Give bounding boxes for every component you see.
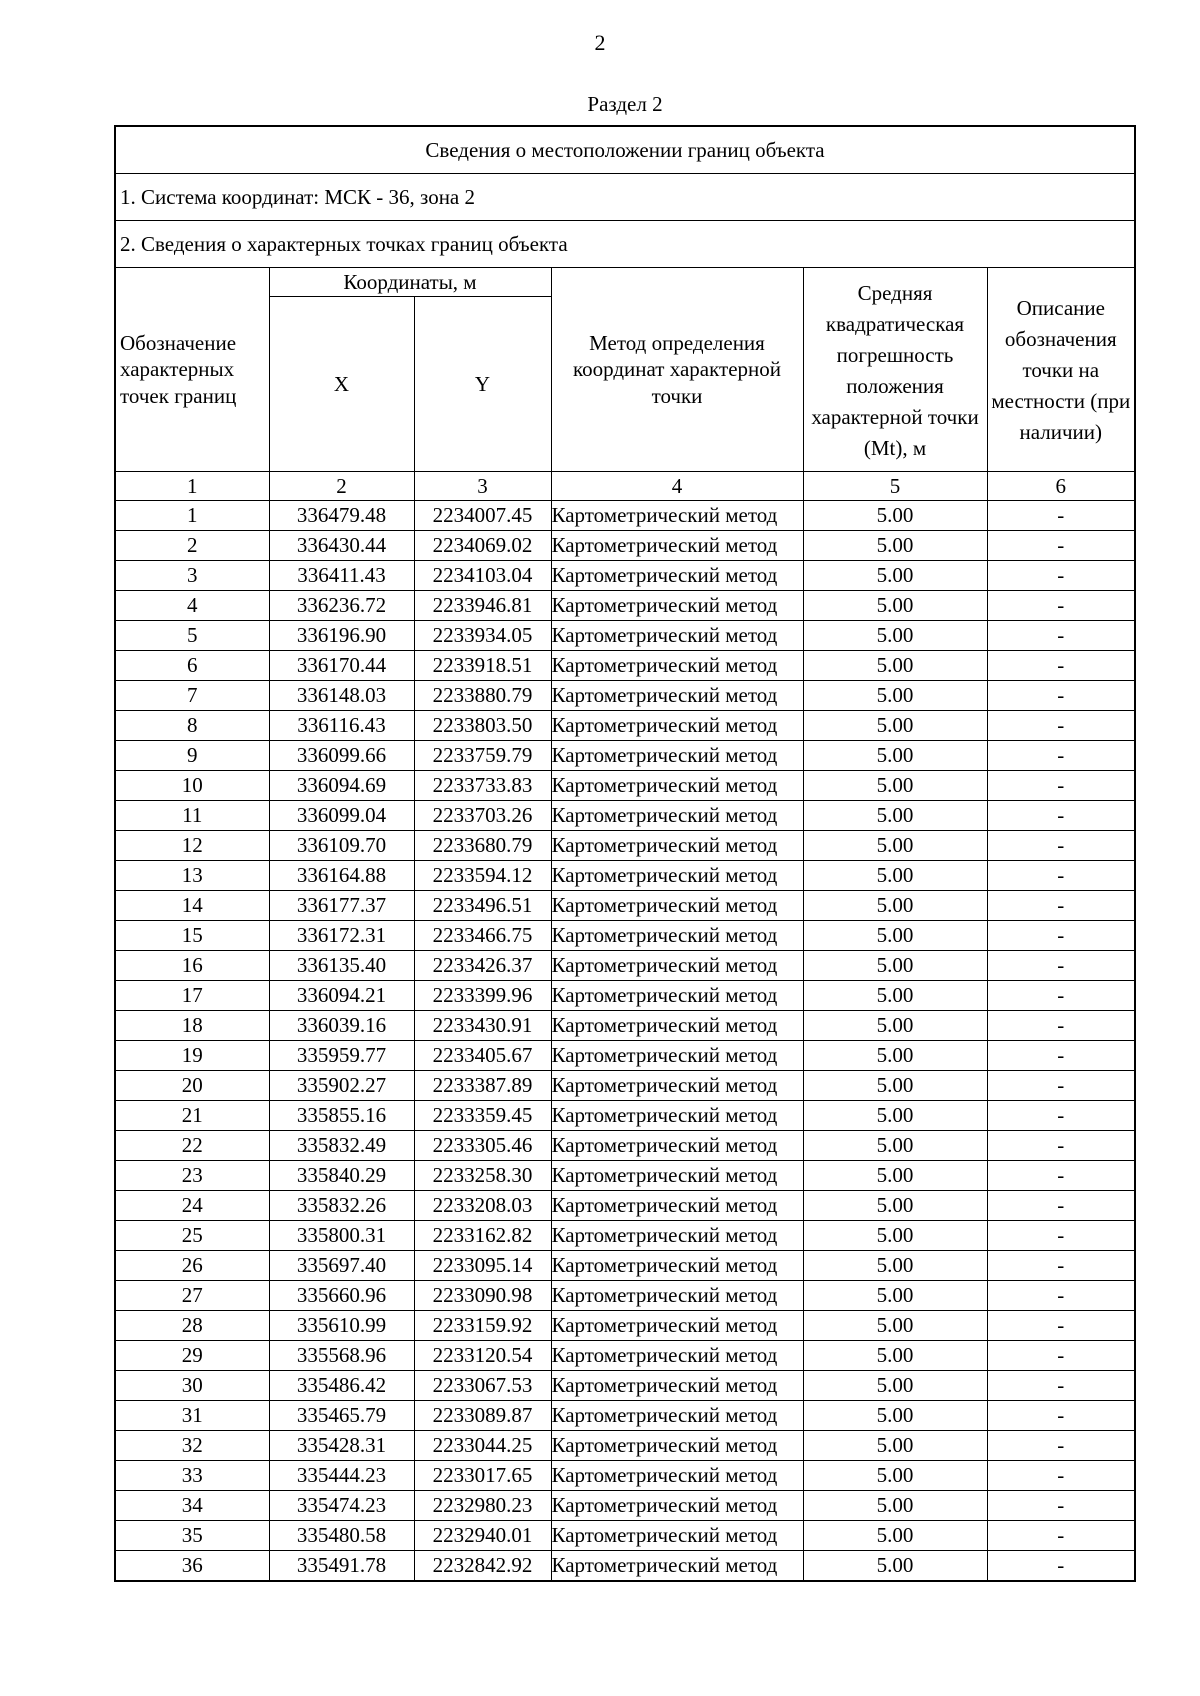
description: -	[987, 891, 1135, 921]
column-number: 3	[414, 472, 551, 501]
point-number: 19	[115, 1041, 269, 1071]
table-row	[115, 861, 1135, 891]
coord-x: 336094.21	[269, 981, 414, 1011]
method: Картометрический метод	[551, 621, 803, 651]
coord-x: 335480.58	[269, 1521, 414, 1551]
error-value: 5.00	[803, 1341, 987, 1371]
point-number: 10	[115, 771, 269, 801]
table-row	[115, 1191, 1135, 1221]
method: Картометрический метод	[551, 561, 803, 591]
error-value: 5.00	[803, 801, 987, 831]
coord-y: 2232940.01	[414, 1521, 551, 1551]
coord-x: 335902.27	[269, 1071, 414, 1101]
method: Картометрический метод	[551, 921, 803, 951]
method: Картометрический метод	[551, 1311, 803, 1341]
table-row	[115, 951, 1135, 981]
description: -	[987, 501, 1135, 531]
header-coordinates: Координаты, м	[269, 268, 551, 297]
method: Картометрический метод	[551, 501, 803, 531]
coord-y: 2233496.51	[414, 891, 551, 921]
method: Картометрический метод	[551, 831, 803, 861]
page-number: 2	[594, 30, 606, 55]
method: Картометрический метод	[551, 801, 803, 831]
point-number: 25	[115, 1221, 269, 1251]
description: -	[987, 831, 1135, 861]
table-row	[115, 561, 1135, 591]
method: Картометрический метод	[551, 951, 803, 981]
error-value: 5.00	[803, 1521, 987, 1551]
header-method: Метод определения координат характерной точки	[551, 268, 803, 472]
description: -	[987, 1431, 1135, 1461]
coord-y: 2233044.25	[414, 1431, 551, 1461]
table-row	[115, 621, 1135, 651]
coord-y: 2233208.03	[414, 1191, 551, 1221]
method: Картометрический метод	[551, 1161, 803, 1191]
description: -	[987, 1311, 1135, 1341]
point-number: 17	[115, 981, 269, 1011]
table-row	[115, 1101, 1135, 1131]
table-row	[115, 531, 1135, 561]
boundary-coordinates-table	[114, 125, 1136, 1582]
coord-x: 335568.96	[269, 1341, 414, 1371]
point-number: 15	[115, 921, 269, 951]
coord-y: 2233258.30	[414, 1161, 551, 1191]
error-value: 5.00	[803, 1311, 987, 1341]
table-row	[115, 681, 1135, 711]
coord-x: 335465.79	[269, 1401, 414, 1431]
table-row	[115, 891, 1135, 921]
error-value: 5.00	[803, 711, 987, 741]
coord-x: 336135.40	[269, 951, 414, 981]
coord-x: 336177.37	[269, 891, 414, 921]
table-row	[115, 1551, 1135, 1582]
description: -	[987, 1221, 1135, 1251]
coord-x: 336479.48	[269, 501, 414, 531]
description: -	[987, 621, 1135, 651]
error-value: 5.00	[803, 1041, 987, 1071]
method: Картометрический метод	[551, 1341, 803, 1371]
description: -	[987, 1251, 1135, 1281]
column-number: 5	[803, 472, 987, 501]
error-value: 5.00	[803, 921, 987, 951]
point-number: 8	[115, 711, 269, 741]
coord-y: 2233399.96	[414, 981, 551, 1011]
column-number: 4	[551, 472, 803, 501]
error-value: 5.00	[803, 1161, 987, 1191]
error-value: 5.00	[803, 681, 987, 711]
coord-y: 2233703.26	[414, 801, 551, 831]
table-row	[115, 1521, 1135, 1551]
header-error: Средняя квадратическая погрешность положения характерной точки (Mt), м	[803, 268, 987, 472]
description: -	[987, 741, 1135, 771]
point-number: 9	[115, 741, 269, 771]
table-row	[115, 1071, 1135, 1101]
description: -	[987, 681, 1135, 711]
point-number: 22	[115, 1131, 269, 1161]
table-title: Сведения о местоположении границ объекта	[115, 126, 1135, 174]
coord-x: 335491.78	[269, 1551, 414, 1582]
coord-x: 335486.42	[269, 1371, 414, 1401]
table-row	[115, 1371, 1135, 1401]
error-value: 5.00	[803, 1131, 987, 1161]
coord-x: 335697.40	[269, 1251, 414, 1281]
coord-y: 2233017.65	[414, 1461, 551, 1491]
description: -	[987, 861, 1135, 891]
coord-y: 2233067.53	[414, 1371, 551, 1401]
description: -	[987, 591, 1135, 621]
error-value: 5.00	[803, 1101, 987, 1131]
point-number: 23	[115, 1161, 269, 1191]
error-value: 5.00	[803, 591, 987, 621]
error-value: 5.00	[803, 1371, 987, 1401]
coord-x: 335444.23	[269, 1461, 414, 1491]
description: -	[987, 1101, 1135, 1131]
point-number: 28	[115, 1311, 269, 1341]
description: -	[987, 921, 1135, 951]
point-number: 4	[115, 591, 269, 621]
method: Картометрический метод	[551, 981, 803, 1011]
table-row	[115, 1011, 1135, 1041]
coord-x: 336196.90	[269, 621, 414, 651]
table-row	[115, 741, 1135, 771]
point-number: 11	[115, 801, 269, 831]
header-x: X	[269, 297, 414, 472]
table-row	[115, 1491, 1135, 1521]
description: -	[987, 1191, 1135, 1221]
coord-y: 2233680.79	[414, 831, 551, 861]
method: Картометрический метод	[551, 1371, 803, 1401]
description: -	[987, 1371, 1135, 1401]
method: Картометрический метод	[551, 741, 803, 771]
description: -	[987, 1041, 1135, 1071]
description: -	[987, 771, 1135, 801]
method: Картометрический метод	[551, 1221, 803, 1251]
table-row	[115, 1221, 1135, 1251]
error-value: 5.00	[803, 981, 987, 1011]
point-number: 14	[115, 891, 269, 921]
coord-y: 2233159.92	[414, 1311, 551, 1341]
error-value: 5.00	[803, 651, 987, 681]
coord-y: 2233733.83	[414, 771, 551, 801]
coord-x: 336116.43	[269, 711, 414, 741]
column-number: 1	[115, 472, 269, 501]
coord-y: 2233466.75	[414, 921, 551, 951]
method: Картометрический метод	[551, 1251, 803, 1281]
error-value: 5.00	[803, 741, 987, 771]
point-number: 21	[115, 1101, 269, 1131]
error-value: 5.00	[803, 771, 987, 801]
method: Картометрический метод	[551, 1491, 803, 1521]
description: -	[987, 1551, 1135, 1582]
description: -	[987, 1341, 1135, 1371]
coord-y: 2233090.98	[414, 1281, 551, 1311]
method: Картометрический метод	[551, 891, 803, 921]
description: -	[987, 1011, 1135, 1041]
method: Картометрический метод	[551, 1011, 803, 1041]
table-row	[115, 651, 1135, 681]
error-value: 5.00	[803, 1431, 987, 1461]
point-number: 34	[115, 1491, 269, 1521]
description: -	[987, 1491, 1135, 1521]
point-number: 26	[115, 1251, 269, 1281]
point-number: 31	[115, 1401, 269, 1431]
table-row	[115, 771, 1135, 801]
coord-x: 335660.96	[269, 1281, 414, 1311]
coord-y: 2233934.05	[414, 621, 551, 651]
point-number: 12	[115, 831, 269, 861]
table-row	[115, 1041, 1135, 1071]
point-number: 16	[115, 951, 269, 981]
description: -	[987, 1401, 1135, 1431]
method: Картометрический метод	[551, 1131, 803, 1161]
error-value: 5.00	[803, 561, 987, 591]
method: Картометрический метод	[551, 1101, 803, 1131]
point-number: 1	[115, 501, 269, 531]
coord-y: 2233759.79	[414, 741, 551, 771]
table-row	[115, 921, 1135, 951]
error-value: 5.00	[803, 1491, 987, 1521]
header-designation: Обозначение характерных точек границ	[115, 268, 269, 472]
coord-y: 2233387.89	[414, 1071, 551, 1101]
coord-y: 2233359.45	[414, 1101, 551, 1131]
description: -	[987, 1281, 1135, 1311]
coord-x: 336430.44	[269, 531, 414, 561]
coord-x: 336170.44	[269, 651, 414, 681]
error-value: 5.00	[803, 831, 987, 861]
table-row	[115, 1131, 1135, 1161]
method: Картометрический метод	[551, 651, 803, 681]
table-row	[115, 591, 1135, 621]
coord-y: 2233430.91	[414, 1011, 551, 1041]
description: -	[987, 1071, 1135, 1101]
method: Картометрический метод	[551, 1461, 803, 1491]
method: Картометрический метод	[551, 1281, 803, 1311]
point-number: 20	[115, 1071, 269, 1101]
coord-x: 336094.69	[269, 771, 414, 801]
description: -	[987, 531, 1135, 561]
error-value: 5.00	[803, 1191, 987, 1221]
table-row	[115, 1431, 1135, 1461]
coord-x: 336236.72	[269, 591, 414, 621]
coord-y: 2233089.87	[414, 1401, 551, 1431]
column-number: 6	[987, 472, 1135, 501]
coord-y: 2234007.45	[414, 501, 551, 531]
coord-y: 2233880.79	[414, 681, 551, 711]
points-caption: 2. Сведения о характерных точках границ объекта	[115, 221, 1135, 268]
point-number: 13	[115, 861, 269, 891]
coord-y: 2232980.23	[414, 1491, 551, 1521]
column-number-row	[115, 472, 1135, 501]
coord-x: 336099.04	[269, 801, 414, 831]
coord-x: 335832.49	[269, 1131, 414, 1161]
method: Картометрический метод	[551, 1041, 803, 1071]
error-value: 5.00	[803, 1221, 987, 1251]
coord-y: 2234103.04	[414, 561, 551, 591]
error-value: 5.00	[803, 1551, 987, 1582]
error-value: 5.00	[803, 1251, 987, 1281]
coord-x: 336164.88	[269, 861, 414, 891]
description: -	[987, 651, 1135, 681]
point-number: 24	[115, 1191, 269, 1221]
coord-y: 2233162.82	[414, 1221, 551, 1251]
header-description: Описание обозначения точки на местности (при наличии)	[987, 268, 1135, 472]
method: Картометрический метод	[551, 1401, 803, 1431]
table-row	[115, 981, 1135, 1011]
coord-y: 2233305.46	[414, 1131, 551, 1161]
point-number: 2	[115, 531, 269, 561]
coord-x: 335840.29	[269, 1161, 414, 1191]
coord-y: 2232842.92	[414, 1551, 551, 1582]
point-number: 18	[115, 1011, 269, 1041]
description: -	[987, 981, 1135, 1011]
point-number: 33	[115, 1461, 269, 1491]
description: -	[987, 561, 1135, 591]
table-row	[115, 1161, 1135, 1191]
point-number: 29	[115, 1341, 269, 1371]
error-value: 5.00	[803, 861, 987, 891]
point-number: 30	[115, 1371, 269, 1401]
description: -	[987, 801, 1135, 831]
table-row	[115, 711, 1135, 741]
column-number: 2	[269, 472, 414, 501]
coord-y: 2233594.12	[414, 861, 551, 891]
description: -	[987, 1131, 1135, 1161]
error-value: 5.00	[803, 891, 987, 921]
table-row	[115, 501, 1135, 531]
description: -	[987, 951, 1135, 981]
error-value: 5.00	[803, 1401, 987, 1431]
coord-x: 336109.70	[269, 831, 414, 861]
table-row	[115, 1251, 1135, 1281]
error-value: 5.00	[803, 531, 987, 561]
coord-y: 2233405.67	[414, 1041, 551, 1071]
method: Картометрический метод	[551, 681, 803, 711]
table-row	[115, 1341, 1135, 1371]
point-number: 36	[115, 1551, 269, 1582]
coord-x: 336039.16	[269, 1011, 414, 1041]
description: -	[987, 711, 1135, 741]
error-value: 5.00	[803, 1071, 987, 1101]
table-row	[115, 1281, 1135, 1311]
table-row	[115, 831, 1135, 861]
method: Картометрический метод	[551, 531, 803, 561]
coord-y: 2233095.14	[414, 1251, 551, 1281]
coord-x: 336172.31	[269, 921, 414, 951]
method: Картометрический метод	[551, 771, 803, 801]
method: Картометрический метод	[551, 1551, 803, 1582]
error-value: 5.00	[803, 621, 987, 651]
table-row	[115, 1461, 1135, 1491]
coord-y: 2233946.81	[414, 591, 551, 621]
coord-x: 335855.16	[269, 1101, 414, 1131]
method: Картометрический метод	[551, 1071, 803, 1101]
coord-x: 335959.77	[269, 1041, 414, 1071]
error-value: 5.00	[803, 1281, 987, 1311]
coord-x: 336099.66	[269, 741, 414, 771]
error-value: 5.00	[803, 951, 987, 981]
coord-y: 2234069.02	[414, 531, 551, 561]
point-number: 5	[115, 621, 269, 651]
point-number: 32	[115, 1431, 269, 1461]
description: -	[987, 1161, 1135, 1191]
coord-y: 2233918.51	[414, 651, 551, 681]
error-value: 5.00	[803, 1461, 987, 1491]
section-label: Раздел 2	[587, 92, 663, 116]
coord-x: 336411.43	[269, 561, 414, 591]
method: Картометрический метод	[551, 1191, 803, 1221]
header-y: Y	[414, 297, 551, 472]
method: Картометрический метод	[551, 1431, 803, 1461]
error-value: 5.00	[803, 1011, 987, 1041]
coord-y: 2233426.37	[414, 951, 551, 981]
table-row	[115, 1311, 1135, 1341]
coord-x: 335428.31	[269, 1431, 414, 1461]
coord-x: 335832.26	[269, 1191, 414, 1221]
method: Картометрический метод	[551, 1521, 803, 1551]
description: -	[987, 1521, 1135, 1551]
point-number: 6	[115, 651, 269, 681]
coord-x: 335610.99	[269, 1311, 414, 1341]
coord-system-caption: 1. Система координат: МСК - 36, зона 2	[115, 174, 1135, 221]
error-value: 5.00	[803, 501, 987, 531]
coord-x: 336148.03	[269, 681, 414, 711]
method: Картометрический метод	[551, 711, 803, 741]
point-number: 35	[115, 1521, 269, 1551]
point-number: 3	[115, 561, 269, 591]
coord-x: 335800.31	[269, 1221, 414, 1251]
point-number: 7	[115, 681, 269, 711]
table-row	[115, 1401, 1135, 1431]
method: Картометрический метод	[551, 861, 803, 891]
coord-y: 2233803.50	[414, 711, 551, 741]
point-number: 27	[115, 1281, 269, 1311]
coord-x: 335474.23	[269, 1491, 414, 1521]
description: -	[987, 1461, 1135, 1491]
coord-y: 2233120.54	[414, 1341, 551, 1371]
table-row	[115, 801, 1135, 831]
method: Картометрический метод	[551, 591, 803, 621]
